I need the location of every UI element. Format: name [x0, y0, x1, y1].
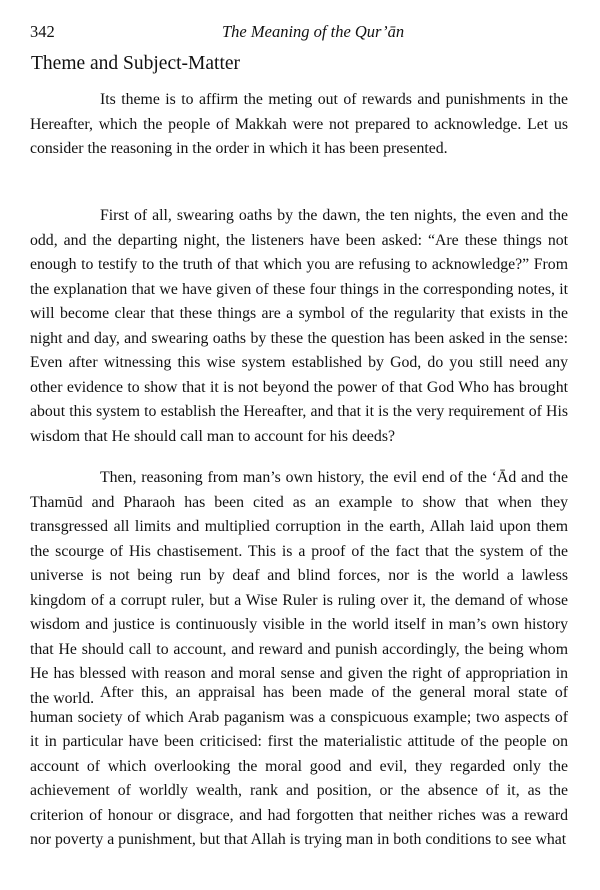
paragraph-text: After this, an appraisal has been made of the general moral state of human society of which Arab paganism was a conspicuous example; two aspects of it in particular have been criticised: first the materialistic attitude of the people on account of which overlooking the moral good and evil, they regarded only the achievement of worldly wealth, rank and position, or the absence of it, as the criterion of honour or disgrace, and had forgotten that neither riches was a reward nor poverty a punishment, but that Allah is trying man in both conditions to see what: [30, 684, 568, 848]
paragraph-oaths: [30, 204, 568, 449]
paragraph-text: First of all, swearing oaths by the dawn, the ten nights, the even and the odd, and the departing night, the listeners have been asked: “Are these things not enough to testify to the truth of that which you are refusing to acknowledge?” From the explanation that we have given of these four things in the corresponding notes, it will become clear that these things are a symbol of the regularity that exists in the night and day, and swearing oaths by these the question has been asked in the sense: Even after witnessing this wise system established by God, do you still need any other evidence to show that it is not beyond the power of that God Who has brought about this system to establish the Hereafter, and that it is the very requirement of His wisdom that He should call man to account for his deeds?: [30, 207, 568, 445]
section-heading: Theme and Subject-Matter: [31, 53, 241, 74]
paragraph-text: Then, reasoning from man’s own history, the evil end of the ‘Ād and the Thamūd and Pharaoh has been cited as an example to show that when they transgressed all limits and multiplied corruption in the earth, Allah laid upon them the scourge of His chastisement. This is a proof of the fact that the system of the universe is not being run by deaf and blind forces, nor is the world a lawless kingdom of a corrupt ruler, but a Wise Ruler is ruling over it, the demand of whose wisdom and justice is continuously visible in the world itself in man’s own history that He should call to account, and reward and punish accordingly, the being whom He has blessed with reason and moral sense and given the right of appropriation in the world.: [30, 469, 568, 707]
running-head: [30, 22, 560, 44]
page-number: 342: [30, 22, 55, 41]
book-title: The Meaning of the Qur’ān: [222, 22, 405, 41]
paragraph-history: [30, 466, 568, 711]
paragraph-theme: [30, 88, 568, 162]
paragraph-moral-state: [30, 681, 568, 853]
paragraph-text: Its theme is to affirm the meting out of rewards and punishments in the Hereafter, which the people of Makkah were not prepared to acknowledge. Let us consider the reasoning in the order in which it has been presented.: [30, 91, 568, 157]
